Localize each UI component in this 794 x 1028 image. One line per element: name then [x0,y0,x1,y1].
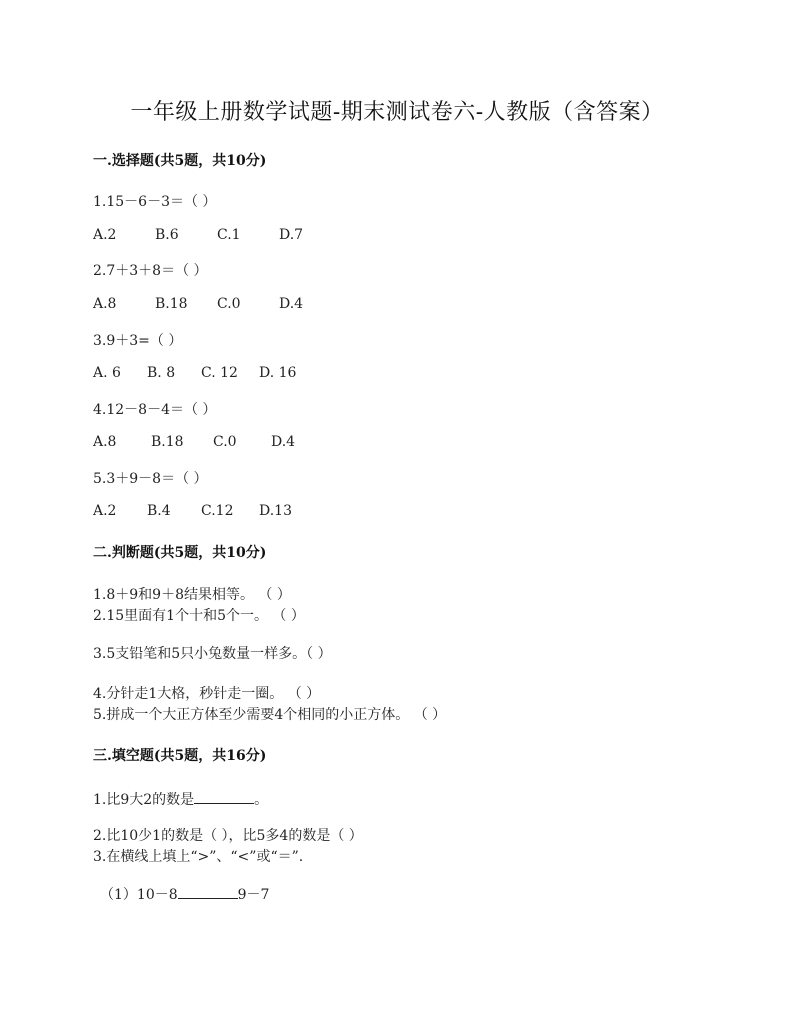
option: C.0 [213,434,237,450]
section-heading-choice: 一.选择题(共5题，共10分) [93,153,267,169]
comparison-item [100,884,269,904]
judgement-question: 1.8＋9和9＋8结果相等。 （ ） [93,587,291,603]
option: B. 8 [147,365,176,381]
option: C.0 [217,296,241,312]
option: C.12 [201,503,234,519]
comparison-right: 9－7 [237,887,270,903]
option: C.1 [217,227,241,243]
option: B.4 [147,503,171,519]
document-title: 一年级上册数学试题-期末测试卷六-人教版（含答案） [130,100,664,125]
question-stem: 5.3＋9－8＝（ ） [93,471,208,487]
option: D.7 [279,227,304,243]
option: A.8 [93,296,117,312]
option: C. 12 [201,365,238,381]
answer-blank [194,791,254,804]
option: D.13 [259,503,292,519]
section-heading-true-false: 二.判断题(共5题，共10分) [93,545,267,561]
judgement-question: 3.5支铅笔和5只小兔数量一样多。（ ） [93,646,332,662]
option-row [93,434,333,450]
judgement-question: 5.拼成一个大正方体至少需要4个相同的小正方体。 （ ） [93,707,447,723]
fill-question-suffix: 。 [254,792,269,808]
question-stem: 3.9＋3=（ ） [93,333,183,349]
answer-blank [178,886,238,899]
question-stem: 1.15－6－3＝（ ） [93,194,217,210]
section-heading-fill-in: 三.填空题(共5题，共16分) [93,748,267,764]
option: B.18 [151,434,184,450]
comparison-left: （1）10－8 [100,887,178,903]
question-stem: 4.12－8－4＝（ ） [93,402,217,418]
fill-question: 2.比10少1的数是（ ），比5多4的数是（ ） [93,828,363,844]
option: B.6 [155,227,179,243]
option: A.8 [93,434,117,450]
option-row [93,503,321,519]
question-stem: 2.7＋3＋8＝（ ） [93,263,208,279]
option-row [93,296,341,312]
judgement-question: 2.15里面有1个十和5个一。 （ ） [93,608,305,624]
option-row [93,227,341,243]
option: D.4 [279,296,304,312]
fill-question-text: 1.比9大2的数是 [93,792,195,808]
option: A.2 [93,227,117,243]
fill-question: 3.在横线上填上“>”、“<”或“＝”. [93,849,304,865]
option: A. 6 [93,365,121,381]
option: D.4 [271,434,296,450]
option-row [93,365,321,381]
judgement-question: 4.分针走1大格，秒针走一圈。 （ ） [93,686,321,702]
option: A.2 [93,503,117,519]
fill-question [93,789,268,809]
option: D. 16 [259,365,297,381]
option: B.18 [155,296,188,312]
